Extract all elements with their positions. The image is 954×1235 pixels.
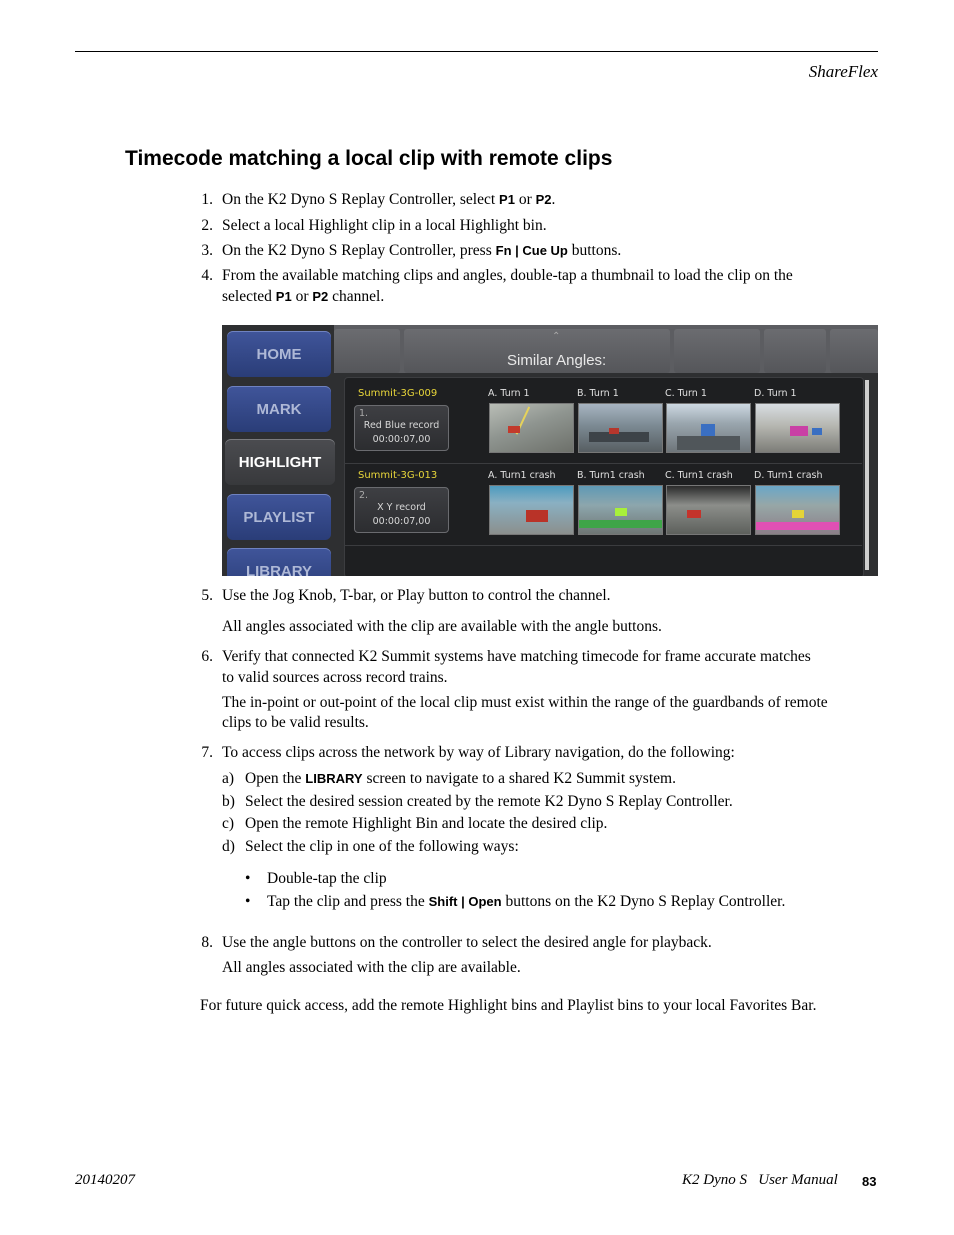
bullet-icon: • (245, 870, 251, 887)
row-divider (344, 545, 862, 546)
top-bar-segment (764, 329, 826, 373)
chevron-up-icon[interactable]: ⌃ (552, 331, 561, 342)
step-number: 3. (201, 242, 213, 259)
nav-library-button[interactable]: LIBRARY (227, 548, 331, 576)
angle-label: B. Turn 1 (577, 388, 619, 399)
angle-thumbnail[interactable] (755, 485, 840, 535)
angle-label: C. Turn 1 (665, 388, 707, 399)
step-number: 7. (201, 744, 213, 761)
key-label: P2 (312, 289, 329, 304)
step-number: 6. (201, 648, 213, 665)
angle-label: C. Turn1 crash (665, 470, 733, 481)
step-text: Open the (245, 770, 306, 787)
substep-label: b) (222, 793, 235, 810)
top-bar-segment (334, 329, 400, 373)
scrollbar[interactable] (865, 380, 869, 570)
bullet-icon: • (245, 893, 251, 910)
step-number: 5. (201, 587, 213, 604)
angle-thumbnail[interactable] (578, 403, 663, 453)
substep-b: Select the desired session created by the remote K2 Dyno S Replay Controller. (245, 793, 733, 810)
clip-button[interactable] (354, 487, 449, 533)
clip-button[interactable] (354, 405, 449, 451)
clip-timecode: 00:00:07,00 (372, 434, 431, 445)
step-text: or (514, 191, 536, 208)
footer-manual-title: K2 Dyno S User Manual (682, 1172, 838, 1188)
step-7: To access clips across the network by way of Library navigation, do the following: (222, 744, 735, 761)
top-bar-segment (674, 329, 760, 373)
step-6-line-1: Verify that connected K2 Summit systems have matching timecode for frame accurate matches (222, 648, 811, 665)
step-number: 2. (201, 217, 213, 234)
angle-thumbnail[interactable] (489, 403, 574, 453)
step-text: On the K2 Dyno S Replay Controller, select (222, 191, 500, 208)
step-number: 4. (201, 267, 213, 284)
angle-thumbnail[interactable] (666, 485, 751, 535)
angle-label: A. Turn 1 (488, 388, 530, 399)
angle-thumbnail[interactable] (755, 403, 840, 453)
page-heading: Timecode matching a local clip with remote clips (125, 147, 613, 170)
step-1 (222, 190, 555, 210)
angle-label: D. Turn1 crash (754, 470, 823, 481)
key-label: Shift | Open (428, 894, 502, 909)
nav-home-button[interactable]: HOME (227, 331, 331, 377)
angle-thumbnail[interactable] (489, 485, 574, 535)
substep-a (245, 769, 676, 789)
step-2: Select a local Highlight clip in a local Highlight bin. (222, 217, 547, 234)
step-number: 1. (201, 191, 213, 208)
row-divider (344, 463, 862, 464)
header-rule (75, 51, 878, 52)
step-8-note: All angles associated with the clip are available. (222, 959, 521, 976)
clip-name: Summit-3G-009 (358, 388, 438, 399)
clip-index: 1. (359, 408, 369, 419)
key-label: Fn | Cue Up (495, 243, 568, 258)
angle-label: B. Turn1 crash (577, 470, 645, 481)
substep-c: Open the remote Highlight Bin and locate the desired clip. (245, 815, 608, 832)
substep-label: d) (222, 838, 235, 855)
clip-timecode: 00:00:07,00 (372, 516, 431, 527)
step-text: buttons. (567, 242, 622, 259)
step-text: selected (222, 288, 276, 305)
step-4-line-2 (222, 287, 384, 307)
clip-index: 2. (359, 490, 369, 501)
key-label: P1 (499, 192, 515, 207)
step-6-note-1: The in-point or out-point of the local clip must exist within the range of the guardbands of remote (222, 694, 828, 711)
step-text: On the K2 Dyno S Replay Controller, press (222, 242, 496, 259)
angle-label: A. Turn1 crash (488, 470, 556, 481)
step-5: Use the Jog Knob, T-bar, or Play button to control the channel. (222, 587, 611, 604)
substep-d: Select the clip in one of the following ways: (245, 838, 519, 855)
step-text: screen to navigate to a shared K2 Summit system. (362, 770, 676, 787)
clip-label: Red Blue record (363, 420, 440, 431)
step-4-line-1: From the available matching clips and angles, double-tap a thumbnail to load the clip on the (222, 267, 793, 284)
page-number: 83 (862, 1174, 877, 1189)
footer-date: 20140207 (75, 1172, 135, 1188)
nav-mark-button[interactable]: MARK (227, 386, 331, 432)
substep-label: c) (222, 815, 235, 832)
step-text: . (551, 191, 556, 208)
step-6-line-2: to valid sources across record trains. (222, 669, 448, 686)
nav-playlist-button[interactable]: PLAYLIST (227, 494, 331, 540)
step-text: Tap the clip and press the (267, 893, 429, 910)
angle-label: D. Turn 1 (754, 388, 797, 399)
closing-paragraph: For future quick access, add the remote Highlight bins and Playlist bins to your local Favorites Bar. (200, 997, 817, 1014)
step-text: buttons on the K2 Dyno S Replay Controller. (501, 893, 786, 910)
clip-label: X Y record (377, 502, 426, 513)
step-3 (222, 241, 621, 261)
bullet-item-1: Double-tap the clip (267, 870, 387, 887)
clip-name: Summit-3G-013 (358, 470, 438, 481)
angle-thumbnail[interactable] (666, 403, 751, 453)
bullet-item-2 (267, 892, 785, 912)
key-label: P1 (275, 289, 292, 304)
top-bar-segment (830, 329, 878, 373)
step-8: Use the angle buttons on the controller to select the desired angle for playback. (222, 934, 712, 951)
key-label: P2 (535, 192, 552, 207)
step-text: or (291, 288, 313, 305)
step-5-note: All angles associated with the clip are available with the angle buttons. (222, 618, 662, 635)
substep-label: a) (222, 770, 235, 787)
nav-highlight-button[interactable]: HIGHLIGHT (225, 439, 335, 485)
step-text: channel. (328, 288, 385, 305)
section-name: ShareFlex (808, 62, 878, 81)
step-number: 8. (201, 934, 213, 951)
similar-angles-screenshot (222, 325, 878, 576)
step-6-note-2: clips to be valid results. (222, 714, 369, 731)
key-label: LIBRARY (305, 771, 363, 786)
similar-angles-title: Similar Angles: (507, 352, 607, 369)
angle-thumbnail[interactable] (578, 485, 663, 535)
